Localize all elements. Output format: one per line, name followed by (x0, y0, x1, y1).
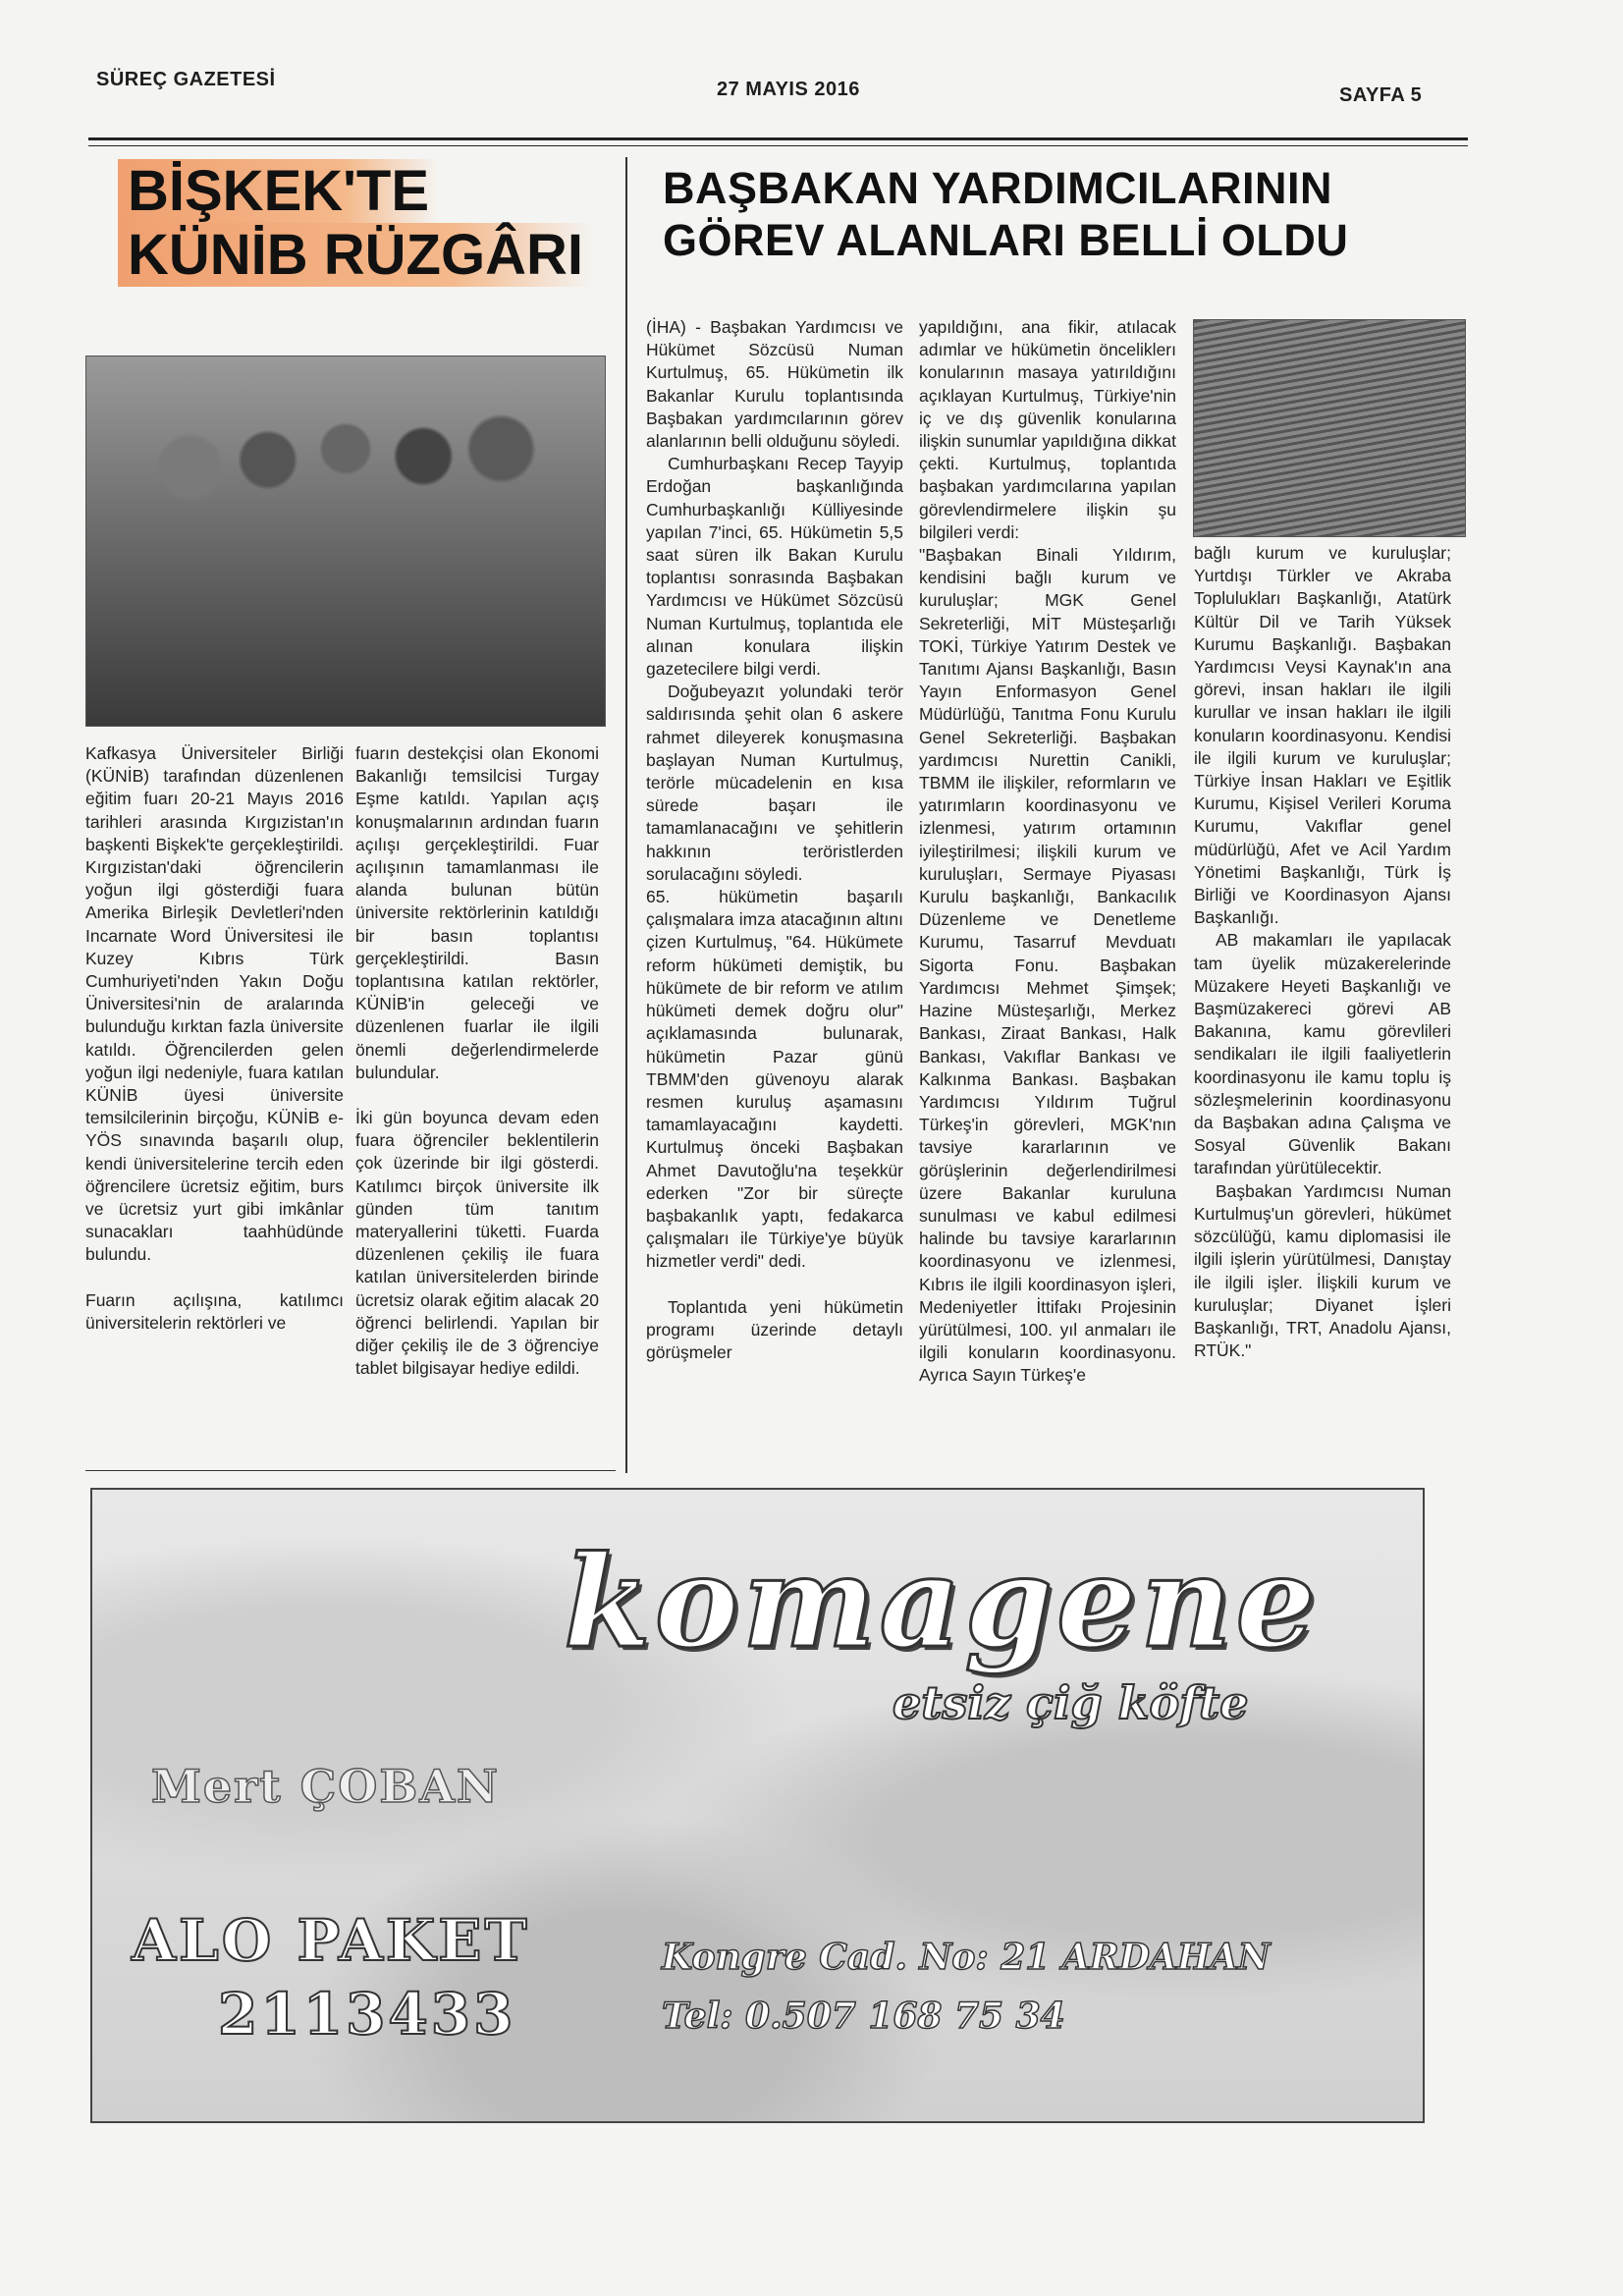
masthead-rule-thin (88, 145, 1468, 146)
right-headline-line2: GÖREV ALANLARI BELLİ OLDU (663, 215, 1349, 266)
right-col3-para1: bağlı kurum ve kuruluşlar; Yurtdışı Türkler ve Akraba Toplulukları Başkanlığı, Atatürk Kültür Dil ve Tarih Yüksek Kurumu Başkanlığı. Başbakan Yardımcısı Veysi Kaynak'ın ana görevi, insan hakları ile ilgili kurullar ve insan hakları ile ilgili konuların koordinasyonu. Kendisi ile ilgili kurum ve kuruluşlar; Türkiye İnsan Hakları ve Eşitlik Kurumu, Kişisel Verileri Koruma Kurumu, Vakıflar genel müdürlüğü, Afet ve Acil Yardım Yönetimi Başkanlığı, Türk İş Birliği ve Koordinasyon Ajansı Başkanlığı. (1194, 543, 1451, 928)
ad-delivery-label: ALO PAKET (132, 1907, 530, 1974)
right-article-col1 (646, 316, 903, 1364)
right-col3-para2: AB makamları ile yapılacak tam üyelik müzakerelerinde Müzakere Heyeti Başkanlığı ve Başmüzakereci görevi AB Bakanına, kamu görevlileri sendikaları ile ilgili faaliyetlerin koordinasyonu ile kamu toplu iş sözleşmelerinin koordinasyonu da Başbakan adına Çalışma ve Sosyal Güvenlik Bakanı tarafından yürütülecektir. (1194, 930, 1451, 1178)
left-article-bottom-rule (85, 1470, 616, 1471)
page-number: SAYFA 5 (1339, 84, 1423, 106)
left-article-headline (118, 159, 593, 287)
article-divider (625, 157, 627, 1473)
ad-delivery-phone: 2113433 (218, 1981, 516, 2048)
right-col1-para3: Doğubeyazıt yolundaki terör saldırısında şehit olan 6 askere rahmet dileyerek konuşmasına başlayan Numan Kurtulmuş, terörle mücadelenin en kısa sürede başarı ile tamamlanacağını ve şehitlerin hakkının teröristlerden sorulacağını söyledi. (646, 682, 903, 884)
left-col1-para2: Fuarın açılışına, katılımcı üniversitelerin rektörleri ve (85, 1289, 344, 1333)
headline-line2: KÜNİB RÜZGÂRI (118, 223, 593, 287)
right-article-col3 (1194, 542, 1451, 1362)
right-col2-para1: yapıldığını, ana fikir, atılacak adımlar ve hükümetin önceliklerı konularının masaya yatırıldığını açıklayan Kurtulmuş, Türkiye'nin iç ve dış güvenlik konularına ilişkin sunumlar yapıldığına dikkat çekti. Kurtulmuş, toplantıda başbakan yardımcılarına yapılan görevlendirmelere ilişkin şu bilgileri verdi: (919, 317, 1176, 542)
left-article-col2 (355, 742, 599, 1380)
kunib-fair-photo (85, 355, 606, 727)
left-col1-para1: Kafkasya Üniversiteler Birliği (KÜNİB) tarafından düzenlenen eğitim fuarı 20-21 Mayıs 2016 tarihleri arasında Kırgızistan'ın başkenti Bişkek'te gerçekleştirildi. Kırgızistan'daki öğrencilerin yoğun ilgi gösterdiği fuara Amerika Birleşik Devletleri'nden Incarnate Word Üniversitesi ile Kuzey Kıbrıs Türk Cumhuriyeti'nden Yakın Doğu Üniversitesi'nin de aralarında bulunduğu kırktan fazla üniversite katıldı. Öğrencilerden gelen yoğun ilgi nedeniyle, fuara katılan KÜNİB üyesi üniversite temsilcilerinin birçoğu, KÜNİB e-YÖS sınavında başarılı olup, kendi üniversitelerine tercih eden öğrencilere ücretsiz eğitim, burs ve ücretsiz yurt gibi imkânlar sunacakları taahhüdünde bulundu. (85, 743, 344, 1265)
parliament-photo (1193, 319, 1466, 537)
right-article-headline (663, 165, 1348, 264)
komagene-advertisement (90, 1488, 1425, 2123)
ad-address: Kongre Cad. No: 21 ARDAHAN (662, 1937, 1271, 1978)
right-col2-para2: "Başbakan Binali Yıldırım, kendisini bağlı kurum ve kuruluşlar; MGK Genel Sekreterliği, MİT Müsteşarlığı TOKİ, Türkiye Yatırım Destek ve Tanıtımı Ajansı Başkanlığı, Basın Yayın Enformasyon Genel Müdürlüğü, Tanıtma Fonu Kurulu Genel Sekreterliği. Başbakan yardımcısı Nurettin Canikli, TBMM ile ilişkiler, reformların ve yatırımların koordinasyonu ve izlenmesi, yatırım ortamının iyileştirilmesi; ilişkili kurum ve kuruluşları, Sermaye Piyasası Kurulu başkanlığı, Bankacılık Düzenleme ve Denetleme Kurumu, Tasarruf Mevduatı Sigorta Fonu. Başbakan Yardımcısı Mehmet Şimşek; Hazine Müsteşarlığı, Merkez Bankası, Ziraat Bankası, Halk Bankası, Vakıflar Bankası ve Kalkınma Bankası. Başbakan Yardımcısı Yıldırım Tuğrul Türkeş'in görevleri, MGK'nın tavsiye kararlarının ve görüşlerinin değerlendirilmesi üzere Bakanlar kuruluna sunulması ve kabul edilmesi halinde bu tavsiye kararlarının koordinasyonu ve izlenmesi, Kıbrıs ile ilgili koordinasyon işleri, Medeniyetler İttifakı Projesinin yürütülmesi, 100. yıl anmaları ile ilgili konuların koordinasyonu. Ayrıca Sayın Türkeş'e (919, 545, 1176, 1386)
right-col1-para5: Toplantıda yeni hükümetin programı üzerinde detaylı görüşmeler (646, 1296, 903, 1362)
ad-brand: komagene (564, 1529, 1320, 1676)
left-col2-para2: İki gün boyunca devam eden fuara öğrenciler beklentilerin çok üzerinde bir ilgi gösterdi. Katılımcı birçok üniversite ilk günden tüm tanıtım materyallerini tüketti. Fuarda düzenlenen çekiliş ile fuara katılan üniversitelerden birinde ücretsiz olarak eğitim alacak 20 öğrenci belirlendi. Yapılan bir diğer çekiliş ile de 3 öğrenciye tablet bilgisayar hediye edildi. (355, 1108, 599, 1379)
left-col2-para1: fuarın destekçisi olan Ekonomi Bakanlığı temsilcisi Turgay Eşme katıldı. Yapılan açış konuşmalarının ardından fuarın açılışı gerçekleştirildi. Fuar açılışının tamamlanması ile alanda bulunan bütün üniversite rektörlerinin katıldığı bir basın toplantısı gerçekleştirildi. Basın toplantısına katılan rektörler, KÜNİB'in geleceği ve düzenlenen fuarlar ile ilgili önemli değerlendirmelerde bulundular. (355, 743, 599, 1082)
paper-name: SÜREÇ GAZETESİ (96, 69, 276, 90)
issue-date: 27 MAYIS 2016 (717, 79, 860, 100)
ad-tagline: etsiz çiğ köfte (893, 1676, 1249, 1729)
headline-line1: BİŞKEK'TE (118, 159, 439, 223)
right-article-col2 (919, 316, 1176, 1388)
right-col1-para4: 65. hükümetin başarılı çalışmalara imza atacağının altını çizen Kurtulmuş, "64. Hükümete reform hükümeti demiştik, bu hükümete de bir reform ve atılım hükümeti demek doğru olur" açıklamasında bulunarak, hükümetin Pazar günü TBMM'den güvenoyu alarak resmen kuruluş aşamasını tamamlayacağını kaydetti. Kurtulmuş önceki Başbakan Ahmet Davutoğlu'na teşekkür ederken "Zor bir süreçte başbakanlık yaptı, fedakarca çalışmaları ile Türkiye'ye büyük hizmetler verdi" dedi. (646, 887, 903, 1272)
right-headline-line1: BAŞBAKAN YARDIMCILARININ (663, 163, 1333, 213)
right-col1-para2: Cumhurbaşkanı Recep Tayyip Erdoğan başkanlığında Cumhurbaşkanlığı Külliyesinde yapılan 7'inci, 65. Hükümetin 5,5 saat süren ilk Bakan Kurulu toplantısı sonrasında Başbakan Yardımcısı ve Hükümet Sözcüsü Numan Kurtulmuş, toplantıda ele alınan konulara ilişkin gazetecilere bilgi verdi. (646, 454, 903, 680)
right-col3-para3: Başbakan Yardımcısı Numan Kurtulmuş'un görevleri, hükümet sözcülüğü, kamu diplomasisi ile ilgili işlerin yürütülmesi, Danıştay ile ilgili işler. İlişkili kurum ve kuruluşlar; Diyanet İşleri Başkanlığı, TRT, Anadolu Ajansı, RTÜK." (1194, 1180, 1451, 1361)
masthead-rule (88, 137, 1468, 140)
ad-owner-name: Mert ÇOBAN (151, 1760, 500, 1813)
left-article-col1 (85, 742, 344, 1335)
ad-phone: Tel: 0.507 168 75 34 (662, 1995, 1065, 2037)
right-col1-para1: (İHA) - Başbakan Yardımcısı ve Hükümet Sözcüsü Numan Kurtulmuş, 65. Hükümetin ilk Bakanlar Kurulu toplantısında Başbakan yardımcılarının görev alanlarının belli olduğunu söyledi. (646, 317, 903, 452)
